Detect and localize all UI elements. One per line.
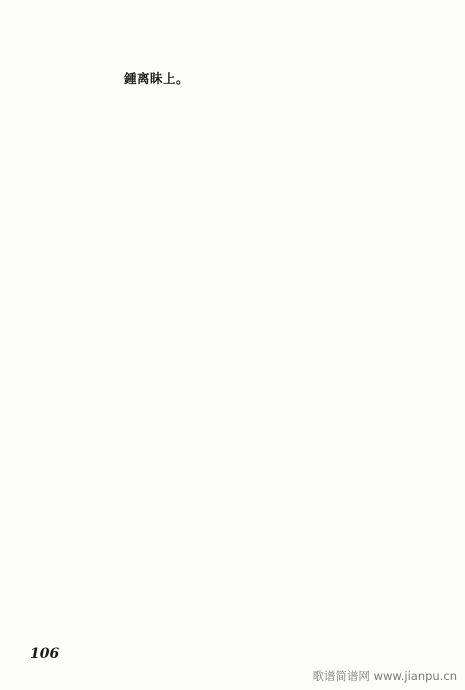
stage-direction: 鍾离眛上。: [124, 71, 190, 86]
watermark: 歌谱简谱网 www.jianpu.cn: [312, 669, 457, 683]
page-number: 106: [30, 646, 60, 662]
